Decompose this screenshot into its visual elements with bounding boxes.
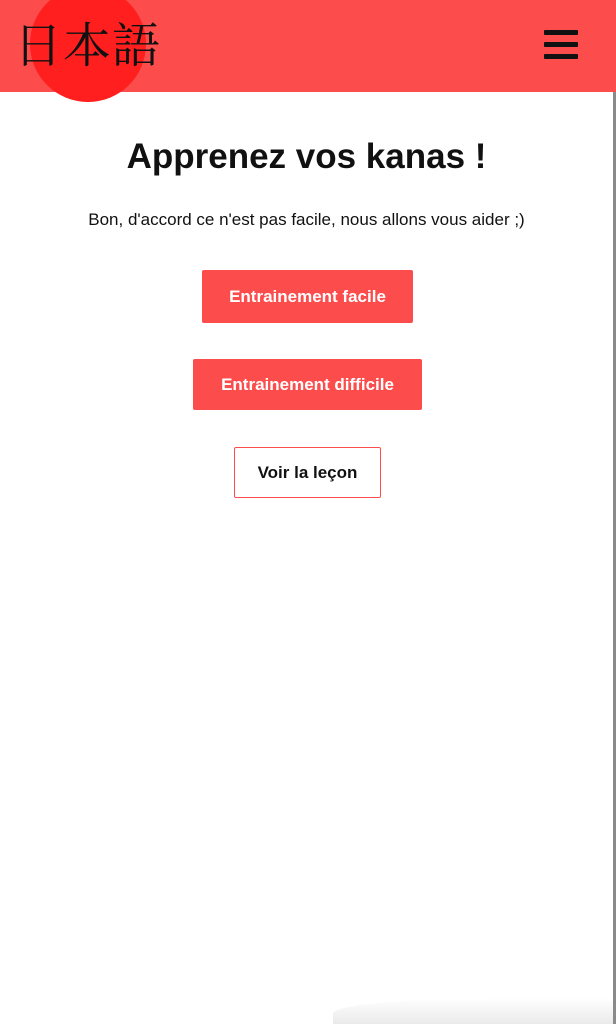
menu-bar-top [544, 30, 578, 35]
view-lesson-button[interactable]: Voir la leçon [234, 447, 381, 498]
hard-training-button[interactable]: Entrainement difficile [193, 359, 422, 410]
hamburger-menu-icon[interactable] [544, 30, 580, 62]
menu-bar-middle [544, 42, 578, 47]
menu-bar-bottom [544, 54, 578, 59]
page-subtitle: Bon, d'accord ce n'est pas facile, nous allons vous aider ;) [88, 210, 525, 229]
page-title: Apprenez vos kanas ! [126, 137, 487, 176]
site-logo[interactable]: 日本語 [14, 18, 162, 74]
bottom-shadow [333, 998, 613, 1024]
easy-training-button[interactable]: Entrainement facile [202, 270, 413, 323]
header-bar [0, 0, 616, 92]
